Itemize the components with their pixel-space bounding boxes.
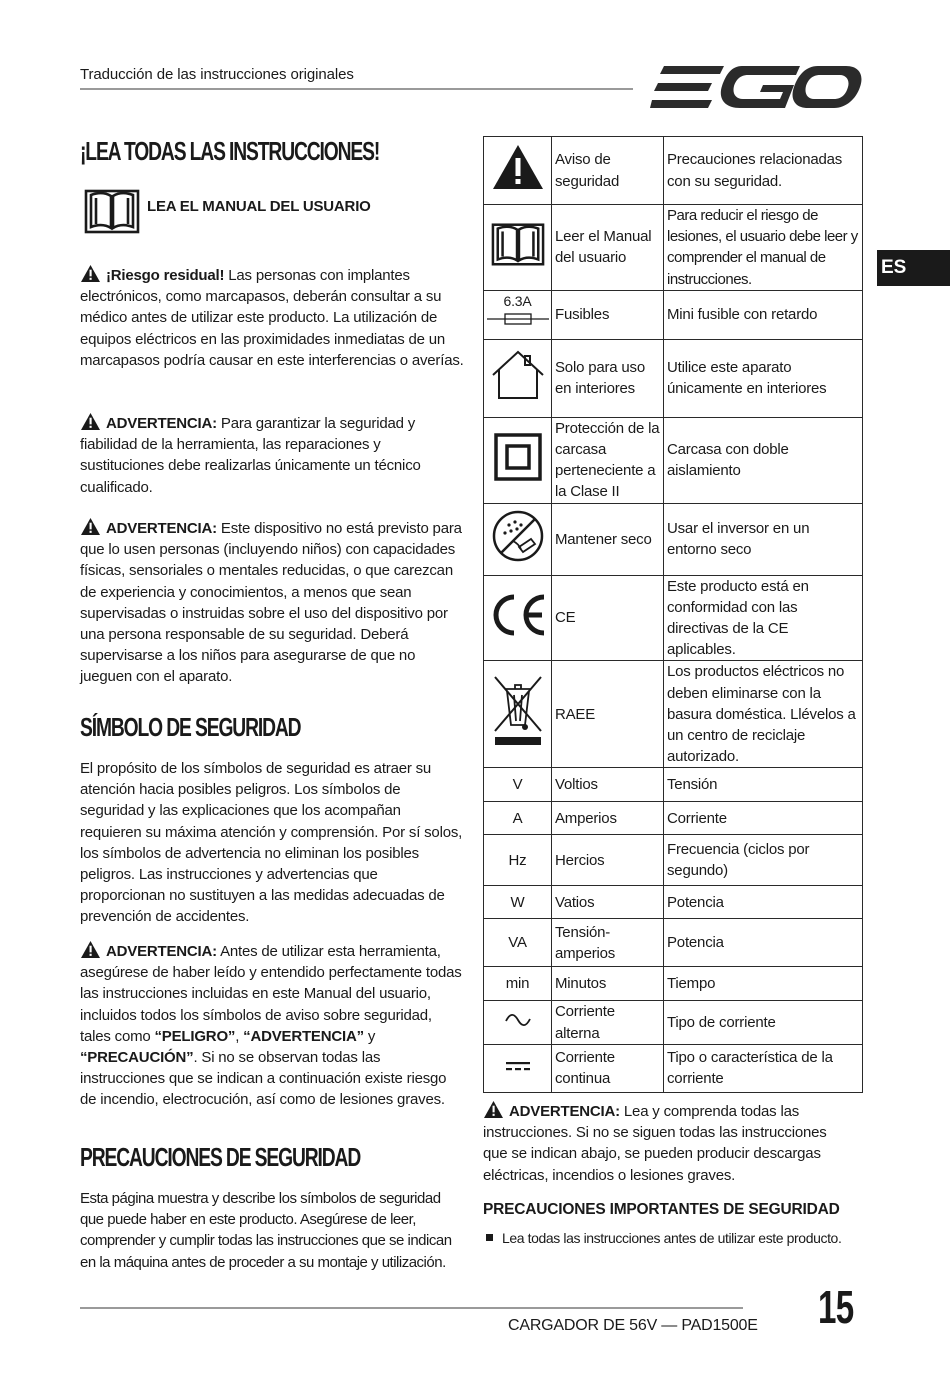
warning-triangle-icon — [80, 264, 101, 283]
warning-paragraph-2: ADVERTENCIA: Este dispositivo no está previsto para que lo usen personas (incluyendo niños) con capacidades físicas, sensoriales o mentales reducidas, o que carezcan de experiencia y conocimientos, a menos que sean supervisadas o instruidas sobre el uso del dispositivo por una persona responsable de su seguridad. Deberá supervisarse a los niños para asegurarse de que no jueguen con el aparato. — [80, 517, 465, 688]
symbol-cell — [484, 1001, 552, 1044]
direct-current-icon — [504, 1059, 532, 1073]
symbol-cell: min — [484, 967, 552, 1001]
symbol-description: Los productos eléctricos no deben eliminarse con la basura doméstica. Llévelos a un centro de reciclaje autorizado. — [664, 661, 863, 768]
symbol-description: Corriente — [664, 802, 863, 835]
read-all-heading: ¡LEA TODAS LAS INSTRUCCIONES! — [80, 136, 380, 166]
symbol-description: Mini fusible con retardo — [664, 290, 863, 339]
symbol-cell — [484, 339, 552, 417]
warning-paragraph-4: ADVERTENCIA: Lea y comprenda todas las instrucciones. Si no se siguen todas las instrucciones que se indican abajo, se pueden producir descargas eléctricas, incendios o lesiones graves. — [483, 1100, 843, 1186]
symbol-cell — [484, 417, 552, 503]
symbol-name: Solo para uso en interiores — [552, 339, 664, 417]
warning-triangle-icon — [80, 412, 101, 431]
precautions-paragraph: Esta página muestra y describe los símbolos de seguridad que puede haber en este producto. Asegúrese de leer, comprender y cumplir todas las instrucciones que se indican en la máquina antes de proceder a su montaje y utilización. — [80, 1190, 452, 1271]
symbol-description: Carcasa con doble aislamiento — [664, 417, 863, 503]
symbol-cell: VA — [484, 919, 552, 967]
language-tab: ES — [877, 250, 950, 286]
symbol-name: Aviso de seguridad — [552, 137, 664, 205]
footer-text: CARGADOR DE 56V — PAD1500E — [508, 1317, 758, 1334]
symbol-cell — [484, 137, 552, 205]
table-row — [484, 1044, 863, 1092]
table-row — [484, 1001, 863, 1044]
table-row — [484, 290, 863, 339]
symbol-cell: V — [484, 768, 552, 802]
symbol-description: Precauciones relacionadas con su seguridad. — [664, 137, 863, 205]
symbol-name: Corriente alterna — [552, 1001, 664, 1044]
symbol-cell — [484, 205, 552, 291]
symbol-name: Hercios — [552, 835, 664, 886]
symbol-name: Tensión-amperios — [552, 919, 664, 967]
warning-triangle-icon — [80, 940, 101, 959]
warning-paragraph-1: ADVERTENCIA: Para garantizar la seguridad y fiabilidad de la herramienta, las reparaciones y sustituciones debe realizarlas únicamente un técnico cualificado. — [80, 412, 465, 498]
symbol-name: Vatios — [552, 886, 664, 919]
table-row — [484, 137, 863, 205]
warning-paragraph-3: ADVERTENCIA: Antes de utilizar esta herramienta, asegúrese de haber leído y entendido perfectamente todas las instrucciones incluidas en este Manual del usuario, incluidos todos los símbolos de aviso sobre seguridad, tales como “PELIGRO”, “ADVERTENCIA” y “PRECAUCIÓN”. Si no se observan todas las instrucciones que se indican a continuación existe riesgo de incendio, electrocución, así como de lesiones graves. — [80, 940, 465, 1111]
page-number: 15 — [818, 1281, 854, 1333]
table-row — [484, 802, 863, 835]
fuse-rating: 6.3A — [503, 292, 532, 309]
table-row — [484, 339, 863, 417]
symbol-description: Frecuencia (ciclos por segundo) — [664, 835, 863, 886]
symbol-paragraph: El propósito de los símbolos de seguridad es atraer su atención hacia posibles peligros. Los símbolos de seguridad y las explicaciones que los acompañan requieren su máxima atención y comprensión. Por sí solos, los símbolos de advertencia no eliminan los posibles peligros. Las instrucciones y advertencias que proporcionan no sustituyen a las medidas adecuadas de prevención de accidentes. — [80, 760, 463, 926]
table-row — [484, 768, 863, 802]
symbol-description: Potencia — [664, 919, 863, 967]
precautions-heading: PRECAUCIONES DE SEGURIDAD — [80, 1142, 361, 1172]
header-text: Traducción de las instrucciones originales — [80, 66, 354, 83]
symbol-cell: W — [484, 886, 552, 919]
double-insulation-icon — [493, 432, 543, 482]
symbol-name: Mantener seco — [552, 503, 664, 575]
symbol-name: Protección de la carcasa perteneciente a la Clase II — [552, 417, 664, 503]
table-row — [484, 835, 863, 886]
book-icon — [491, 220, 545, 268]
symbol-cell — [484, 575, 552, 661]
symbol-cell: A — [484, 802, 552, 835]
list-item: Lea todas las instrucciones antes de utilizar este producto. — [486, 1230, 841, 1246]
important-precautions-title: PRECAUCIONES IMPORTANTES DE SEGURIDAD — [483, 1201, 840, 1218]
house-icon — [491, 350, 545, 400]
manual-label: LEA EL MANUAL DEL USUARIO — [147, 198, 371, 215]
residual-risk-paragraph: ¡Riesgo residual! Las personas con implantes electrónicos, como marcapasos, deberán consultar a su médico antes de utilizar este producto. La utilización de equipos eléctricos en las proximidades inmediatas de un marcapasos podría causar en este interferencias o averías. — [80, 264, 465, 371]
alternating-current-icon — [504, 1012, 532, 1028]
symbol-description: Tipo de corriente — [664, 1001, 863, 1044]
table-row — [484, 886, 863, 919]
symbol-description: Tipo o característica de la corriente — [664, 1044, 863, 1092]
symbol-cell — [484, 290, 552, 339]
symbol-heading: SÍMBOLO DE SEGURIDAD — [80, 712, 301, 742]
symbol-cell: Hz — [484, 835, 552, 886]
symbol-name: Minutos — [552, 967, 664, 1001]
symbol-name: Amperios — [552, 802, 664, 835]
symbol-cell — [484, 503, 552, 575]
weee-bin-icon — [491, 673, 545, 749]
symbol-description: Usar el inversor en un entorno seco — [664, 503, 863, 575]
warning-triangle-icon — [483, 1100, 504, 1119]
keep-dry-icon — [491, 509, 545, 563]
footer-rule — [80, 1307, 743, 1309]
symbol-cell — [484, 661, 552, 768]
table-row — [484, 919, 863, 967]
table-row — [484, 503, 863, 575]
bullet-square-icon — [486, 1234, 493, 1241]
symbol-name: RAEE — [552, 661, 664, 768]
symbol-description: Utilice este aparato únicamente en interiores — [664, 339, 863, 417]
symbol-name: Leer el Manual del usuario — [552, 205, 664, 291]
table-row — [484, 417, 863, 503]
table-row — [484, 967, 863, 1001]
symbol-description: Este producto está en conformidad con las directivas de la CE aplicables. — [664, 575, 863, 661]
ego-logo — [650, 64, 862, 112]
symbol-name: Fusibles — [552, 290, 664, 339]
table-row — [484, 575, 863, 661]
ce-mark-icon — [488, 592, 548, 638]
symbol-table — [483, 136, 863, 1093]
table-row — [484, 661, 863, 768]
book-icon — [84, 187, 140, 235]
symbol-description: Tensión — [664, 768, 863, 802]
symbol-name: CE — [552, 575, 664, 661]
symbol-description: Para reducir el riesgo de lesiones, el usuario debe leer y comprender el manual de instrucciones. — [664, 205, 863, 291]
symbol-name: Voltios — [552, 768, 664, 802]
table-row — [484, 205, 863, 291]
warning-triangle-icon — [491, 143, 545, 191]
warning-triangle-icon — [80, 517, 101, 536]
header-rule — [80, 88, 633, 90]
symbol-description: Potencia — [664, 886, 863, 919]
fuse-icon — [485, 309, 551, 329]
symbol-cell — [484, 1044, 552, 1092]
symbol-description: Tiempo — [664, 967, 863, 1001]
symbol-name: Corriente continua — [552, 1044, 664, 1092]
